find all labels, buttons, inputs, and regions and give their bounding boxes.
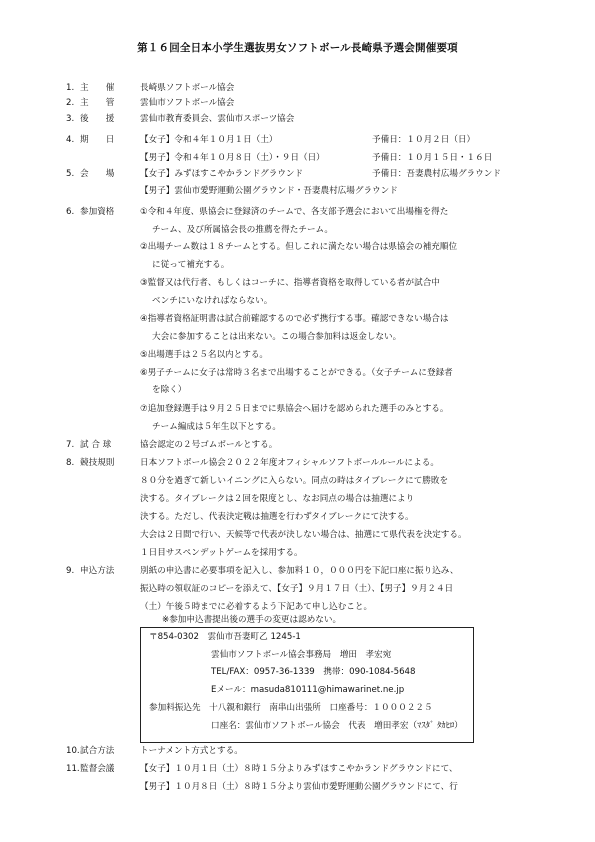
item-number: 7. <box>66 440 75 450</box>
item-text: ③監督又は代行者、もしくはコーチに、指導者資格を取得している者が試合中 <box>140 278 440 288</box>
item-text: 予備日：吾妻農村広場グラウンド <box>372 169 501 179</box>
item-text: １日目サスペンデットゲームを採用する。 <box>140 548 303 558</box>
account-name: 口座名：雲仙市ソフトボール協会 代表 増田孝宏（ﾏｽﾀﾞ ﾀｶﾋﾛ） <box>211 721 463 731</box>
item-text: チーム編成は５年生以下とする。 <box>152 422 281 432</box>
item-text: 【女子】令和４年１０月１日（土） <box>140 135 278 145</box>
item-number: 9. <box>66 566 75 576</box>
contact-box <box>140 627 474 743</box>
item-text: 雲仙市教育委員会、雲仙市スポーツ協会 <box>140 114 295 124</box>
item-text: トーナメント方式とする。 <box>140 746 243 756</box>
item-label: 申込方法 <box>80 566 115 576</box>
item-text: 日本ソフトボール協会２０２２年度オフィシャルソフトボールルールによる。 <box>140 458 439 468</box>
item-label: 会 場 <box>80 169 115 179</box>
item-text: ⑥男子チームに女子は常時３名まで出場することができる。（女子チームに登録者 <box>140 368 453 378</box>
item-text: 【男子】令和４年１０月８日（土）・９日（日） <box>140 153 325 163</box>
item-text: ④指導者資格証明書は試合前確認するので必ず携行する事。確認できない場合は <box>140 314 449 324</box>
item-text: 協会認定の２号ゴムボールとする。 <box>140 440 278 450</box>
item-note: ※参加申込書提出後の選手の変更は認めない。 <box>162 615 342 625</box>
item-text: 【男子】１０月８日（土）８時１５分より雲仙市愛野運動公園グラウンドにて、行 <box>140 782 458 792</box>
item-text: 大会は２日間で行い、天候等で代表が決しない場合は、抽選にて県代表を決定する。 <box>140 530 467 540</box>
item-label: 監督会議 <box>80 764 115 774</box>
item-text: ８０分を過ぎて新しいイニングに入らない。同点の時はタイブレークにて勝敗を <box>140 476 449 486</box>
item-text: 大会に参加することは出来ない。この場合参加料は返金しない。 <box>152 332 402 342</box>
item-label: 主 催 <box>80 83 115 93</box>
item-text: 予備日：１０月１５日・１６日 <box>372 153 493 163</box>
item-number: 10. <box>66 746 80 756</box>
item-text: （土）午後５時までに必着するよう下記あて申し込むこと。 <box>140 602 373 612</box>
item-number: 1. <box>66 83 75 93</box>
contact-phone: TEL/FAX：0957-36-1339 携帯：090-1084-5648 <box>211 667 416 677</box>
item-text: ①令和４年度、県協会に登録済のチームで、各支部予選会において出場権を得た <box>140 207 449 217</box>
item-number: 11. <box>66 764 80 774</box>
item-label: 期 日 <box>80 135 115 145</box>
item-label: 主 管 <box>80 98 115 108</box>
item-number: 2. <box>66 98 75 108</box>
contact-email: Eメール：masuda810111@himawarinet.ne.jp <box>211 685 405 695</box>
bank-account: 参加料振込先 十八親和銀行 南串山出張所 口座番号：１０００２２５ <box>149 703 433 713</box>
item-text: 振込時の領収証のコピーを添えて、【女子】９月１７日（土）、【男子】９月２４日 <box>140 584 454 594</box>
item-text: 決する。タイブレークは２回を限度とし、なお同点の場合は抽選により <box>140 494 415 504</box>
contact-office: 雲仙市ソフトボール協会事務局 増田 孝宏宛 <box>211 650 392 660</box>
item-text: に従って補充する。 <box>152 260 230 270</box>
item-label: 参加資格 <box>80 207 115 217</box>
item-text: 別紙の申込書に必要事項を記入し、参加料１０，０００円を下記口座に振り込み、 <box>140 566 459 576</box>
item-number: 5. <box>66 169 75 179</box>
item-number: 4. <box>66 135 75 145</box>
item-label: 後 援 <box>80 114 115 124</box>
item-number: 8. <box>66 458 75 468</box>
item-text: チーム、及び所属協会長の推薦を得たチーム。 <box>152 225 333 235</box>
item-text: ⑤出場選手は２５名以内とする。 <box>140 350 269 360</box>
item-label: 競技規則 <box>80 458 115 468</box>
page-title: 第１６回全日本小学生選抜男女ソフトボール長崎県予選会開催要項 <box>137 42 458 54</box>
item-text: 【女子】みずほすこやかランドグラウンド <box>140 169 304 179</box>
item-text: 【男子】雲仙市愛野運動公園グラウンド・吾妻農村広場グラウンド <box>140 186 398 196</box>
item-text: 長崎県ソフトボール協会 <box>140 83 235 93</box>
item-label: 試合方法 <box>80 746 115 756</box>
contact-address: 〒854-0302 雲仙市吾妻町乙 1245-1 <box>149 632 301 642</box>
item-number: 3. <box>66 114 75 124</box>
item-text: ②出場チーム数は１８チームとする。但しこれに満たない場合は県協会の補充順位 <box>140 242 458 252</box>
item-text: ベンチにいなければならない。 <box>152 296 273 306</box>
item-text: 【女子】１０月１日（土）８時１５分よりみずほすこやかランドグラウンドにて、 <box>140 764 458 774</box>
item-text: を除く） <box>152 385 187 395</box>
item-number: 6. <box>66 207 75 217</box>
item-label: 試 合 球 <box>80 440 112 450</box>
item-text: ⑦追加登録選手は９月２５日までに県協会へ届けを認められた選手のみとする。 <box>140 404 449 414</box>
item-text: 予備日：１０月２日（日） <box>372 135 476 145</box>
item-text: 決する。ただし、代表決定戦は抽選を行わずタイブレークにて決する。 <box>140 512 414 522</box>
item-text: 雲仙市ソフトボール協会 <box>140 98 235 108</box>
